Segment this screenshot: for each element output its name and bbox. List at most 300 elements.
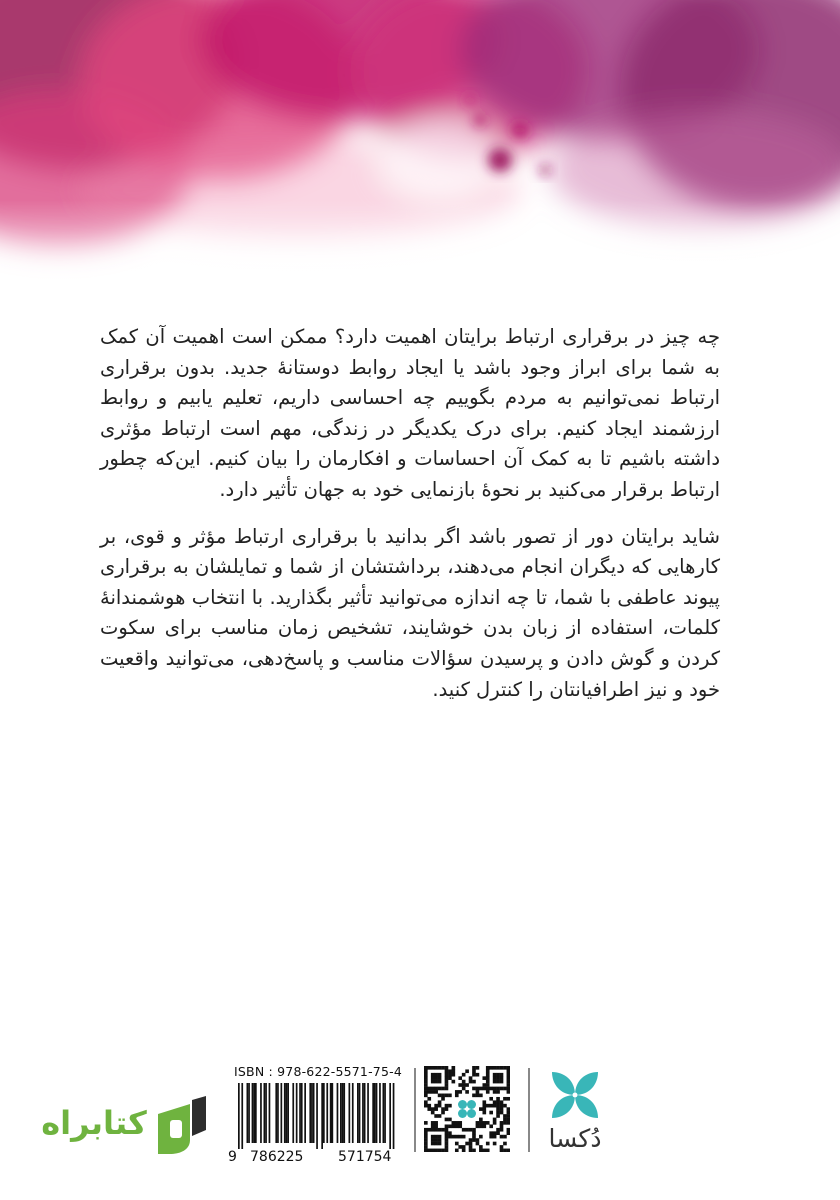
qr-module: [434, 1135, 438, 1139]
barcode-bar: [311, 1083, 313, 1143]
qr-module: [431, 1090, 435, 1094]
qr-module: [503, 1097, 507, 1101]
qr-module: [438, 1114, 442, 1118]
qr-module: [462, 1128, 466, 1132]
qr-module: [424, 1087, 428, 1091]
qr-module: [441, 1094, 445, 1098]
barcode-bar: [349, 1083, 351, 1143]
qr-module: [486, 1104, 490, 1108]
qr-module: [476, 1073, 480, 1077]
qr-module: [445, 1145, 449, 1149]
qr-module: [434, 1138, 438, 1142]
qr-module: [500, 1100, 504, 1104]
barcode-bar: [248, 1083, 250, 1143]
qr-module: [469, 1080, 473, 1084]
barcode-bar: [342, 1083, 344, 1143]
qr-module: [496, 1076, 500, 1080]
qr-module: [489, 1124, 493, 1128]
qr-module: [486, 1069, 490, 1073]
qr-module: [434, 1073, 438, 1077]
qr-module: [489, 1104, 493, 1108]
qr-module: [458, 1124, 462, 1128]
qr-module: [507, 1097, 510, 1101]
qr-module: [507, 1073, 510, 1077]
qr-module: [493, 1090, 497, 1094]
qr-module: [445, 1069, 449, 1073]
qr-module: [458, 1145, 462, 1149]
qr-module: [479, 1124, 483, 1128]
qr-module: [476, 1090, 480, 1094]
qr-module: [438, 1149, 442, 1152]
qr-module: [438, 1128, 442, 1132]
qr-module: [424, 1100, 428, 1104]
qr-module: [424, 1121, 428, 1125]
qr-module: [500, 1066, 504, 1070]
qr-module: [489, 1135, 493, 1139]
qr-module: [500, 1149, 504, 1152]
qr-module: [452, 1121, 456, 1125]
qr-module: [434, 1087, 438, 1091]
qr-module: [465, 1128, 469, 1132]
qr-module: [479, 1087, 483, 1091]
qr-module: [448, 1069, 452, 1073]
qr-module: [445, 1076, 449, 1080]
qr-module: [496, 1066, 500, 1070]
divider-left: [414, 1068, 416, 1152]
qr-module: [424, 1142, 428, 1146]
barcode-bar: [238, 1083, 240, 1149]
barcode-bar: [367, 1083, 369, 1143]
paragraph-2: شاید برایتان دور از تصور باشد اگر بدانید با برقراری ارتباط مؤثر و قوی، بر کارهایی که دیگران انجام می‌دهند، برداشتشان از شما و تمایلشان به برقراری پیوند عاطفی با شما، تا چه اندازه می‌توانید تأثیر بگذارید. با انتخاب هوشمندانهٔ کلمات، استفاده از زبان بدن خوشایند، تشخیص زمان مناسب برای سکوت کردن و گوش دادن و پرسیدن سؤالات مناسب و پاسخ‌دهی، می‌توانید واقعیت خود و نیز اطرافیانتان را کنترل کنید.: [100, 524, 720, 701]
qr-module: [503, 1114, 507, 1118]
qr-module: [431, 1080, 435, 1084]
qr-module: [469, 1076, 473, 1080]
qr-module: [434, 1104, 438, 1108]
barcode-bar: [275, 1083, 277, 1143]
qr-module: [427, 1104, 431, 1108]
qr-module: [424, 1073, 428, 1077]
qr-module: [431, 1138, 435, 1142]
qr-module: [482, 1149, 486, 1152]
barcode-bar: [357, 1083, 359, 1143]
qr-module: [507, 1087, 510, 1091]
qr-module: [486, 1073, 490, 1077]
qr-module: [452, 1135, 456, 1139]
qr-module: [489, 1087, 493, 1091]
qr-module: [438, 1100, 442, 1104]
barcode-bar: [284, 1083, 286, 1143]
qr-module: [500, 1073, 504, 1077]
qr-module: [438, 1066, 442, 1070]
barcode-bar: [384, 1083, 386, 1143]
qr-module: [482, 1087, 486, 1091]
qr-module: [503, 1118, 507, 1122]
qr-module: [445, 1131, 449, 1135]
qr-module: [462, 1145, 466, 1149]
qr-module: [507, 1083, 510, 1087]
qr-module: [455, 1149, 459, 1152]
qr-module: [462, 1083, 466, 1087]
qr-module: [496, 1073, 500, 1077]
qr-module: [489, 1111, 493, 1115]
qr-module: [472, 1094, 476, 1098]
qr-module: [479, 1107, 483, 1111]
qr-module: [424, 1090, 428, 1094]
qr-module: [458, 1090, 462, 1094]
qr-module: [424, 1069, 428, 1073]
qr-module: [482, 1107, 486, 1111]
barcode: [228, 1083, 408, 1149]
qr-module: [438, 1142, 442, 1146]
qr-module: [469, 1149, 473, 1152]
qr-module: [448, 1076, 452, 1080]
qr-center-logo: [456, 1098, 478, 1120]
isbn-block: [228, 1064, 408, 1165]
qr-module: [448, 1135, 452, 1139]
qr-module: [486, 1090, 490, 1094]
barcode-bar: [252, 1083, 254, 1143]
qr-module: [465, 1090, 469, 1094]
qr-module: [479, 1135, 483, 1139]
qr-module: [482, 1104, 486, 1108]
qr-module: [462, 1080, 466, 1084]
qr-module: [503, 1087, 507, 1091]
qr-module: [507, 1121, 510, 1125]
qr-module: [500, 1104, 504, 1108]
barcode-bar: [323, 1083, 325, 1143]
qr-module: [441, 1107, 445, 1111]
qr-module: [427, 1097, 431, 1101]
qr-module: [489, 1131, 493, 1135]
qr-module: [500, 1145, 504, 1149]
qr-module: [472, 1069, 476, 1073]
barcode-bar: [337, 1083, 339, 1143]
qr-module: [434, 1128, 438, 1132]
qr-module: [496, 1080, 500, 1084]
qr-module: [486, 1121, 490, 1125]
barcode-bar: [374, 1083, 376, 1143]
qr-module: [493, 1121, 497, 1125]
qr-module: [434, 1107, 438, 1111]
qr-module: [493, 1100, 497, 1104]
qr-module: [445, 1087, 449, 1091]
qr-module: [438, 1073, 442, 1077]
qr-module: [503, 1149, 507, 1152]
qr-module: [455, 1094, 459, 1098]
qr-module: [482, 1111, 486, 1115]
qr-module: [496, 1131, 500, 1135]
qr-module: [441, 1087, 445, 1091]
qr-module: [469, 1128, 473, 1132]
qr-module: [462, 1087, 466, 1091]
qr-module: [445, 1107, 449, 1111]
qr-module: [476, 1124, 480, 1128]
qr-module: [476, 1087, 480, 1091]
qr-module: [472, 1080, 476, 1084]
qr-module: [493, 1080, 497, 1084]
qr-module: [462, 1073, 466, 1077]
qr-module: [486, 1083, 490, 1087]
qr-module: [496, 1111, 500, 1115]
qr-module: [479, 1118, 483, 1122]
qr-module: [434, 1076, 438, 1080]
qr-module: [424, 1138, 428, 1142]
qr-module: [445, 1124, 449, 1128]
qr-module: [486, 1066, 490, 1070]
barcode-bar: [364, 1083, 366, 1143]
barcode-bar: [281, 1083, 283, 1143]
qr-module: [482, 1121, 486, 1125]
qr-module: [434, 1124, 438, 1128]
qr-module: [424, 1083, 428, 1087]
qr-module: [482, 1100, 486, 1104]
qr-module: [465, 1083, 469, 1087]
barcode-bar: [299, 1083, 301, 1143]
qr-module: [486, 1076, 490, 1080]
qr-module: [496, 1097, 500, 1101]
barcode-bar: [376, 1083, 378, 1143]
qr-module: [431, 1149, 435, 1152]
qr-module: [427, 1066, 431, 1070]
barcode-bar: [352, 1083, 354, 1143]
qr-module: [489, 1097, 493, 1101]
qr-module: [476, 1142, 480, 1146]
qr-module: [465, 1069, 469, 1073]
qr-module: [424, 1066, 428, 1070]
qr-module: [500, 1135, 504, 1139]
qr-module: [441, 1066, 445, 1070]
qr-module: [507, 1131, 510, 1135]
qr-module: [482, 1083, 486, 1087]
qr-module: [458, 1121, 462, 1125]
qr-module: [493, 1104, 497, 1108]
qr-module: [431, 1076, 435, 1080]
qr-module: [438, 1138, 442, 1142]
barcode-bar: [330, 1083, 332, 1143]
qr-module: [445, 1135, 449, 1139]
barcode-bar: [255, 1083, 257, 1143]
qr-module: [448, 1094, 452, 1098]
qr-module: [496, 1104, 500, 1108]
divider-right: [528, 1068, 530, 1152]
barcode-bar: [253, 1083, 255, 1143]
qr-module: [507, 1076, 510, 1080]
qr-module: [427, 1087, 431, 1091]
qr-module: [445, 1104, 449, 1108]
qr-module: [455, 1135, 459, 1139]
qr-module: [441, 1097, 445, 1101]
qr-module: [496, 1100, 500, 1104]
four-petal-flower-icon: [548, 1068, 602, 1122]
qr-module: [441, 1149, 445, 1152]
barcode-bar: [304, 1083, 306, 1143]
qr-module: [434, 1066, 438, 1070]
qr-module: [427, 1128, 431, 1132]
qr-module: [472, 1131, 476, 1135]
qr-module: [445, 1073, 449, 1077]
barcode-bar: [264, 1083, 266, 1143]
qr-module: [486, 1080, 490, 1084]
barcode-bar: [286, 1083, 288, 1143]
qr-module: [455, 1121, 459, 1125]
barcode-bar: [359, 1083, 361, 1143]
qr-module: [424, 1104, 428, 1108]
qr-module: [493, 1087, 497, 1091]
qr-module: [507, 1066, 510, 1070]
qr-module: [431, 1124, 435, 1128]
qr-module: [427, 1090, 431, 1094]
qr-module: [465, 1142, 469, 1146]
qr-module: [427, 1107, 431, 1111]
qr-module: [434, 1080, 438, 1084]
qr-module: [500, 1128, 504, 1132]
qr-module: [479, 1121, 483, 1125]
qr-module: [434, 1121, 438, 1125]
qr-module: [469, 1138, 473, 1142]
qr-module: [455, 1142, 459, 1146]
qr-module: [507, 1128, 510, 1132]
barcode-bar: [343, 1083, 345, 1143]
qr-module: [424, 1145, 428, 1149]
qr-module: [507, 1111, 510, 1115]
qr-module: [431, 1111, 435, 1115]
qr-module: [438, 1087, 442, 1091]
qr-module: [438, 1104, 442, 1108]
qr-module: [431, 1128, 435, 1132]
barcode-bar: [296, 1083, 298, 1143]
qr-module: [462, 1149, 466, 1152]
barcode-bar: [362, 1083, 364, 1143]
barcode-bar: [301, 1083, 303, 1143]
qr-module: [452, 1066, 456, 1070]
qr-module: [438, 1076, 442, 1080]
qr-module: [452, 1069, 456, 1073]
qr-module: [493, 1066, 497, 1070]
barcode-bar: [340, 1083, 342, 1143]
qr-module: [424, 1076, 428, 1080]
barcode-bar: [313, 1083, 315, 1143]
qr-module: [472, 1128, 476, 1132]
qr-module: [486, 1142, 490, 1146]
qr-module: [424, 1080, 428, 1084]
qr-module: [472, 1073, 476, 1077]
qr-module: [472, 1138, 476, 1142]
isbn-label: ISBN : 978-622-5571-75-4: [234, 1064, 402, 1079]
qr-module: [431, 1087, 435, 1091]
qr-module: [431, 1121, 435, 1125]
qr-module: [500, 1080, 504, 1084]
qr-module: [469, 1142, 473, 1146]
qr-module: [482, 1124, 486, 1128]
qr-module: [503, 1121, 507, 1125]
barcode-bar: [389, 1083, 391, 1149]
qr-module: [482, 1076, 486, 1080]
qr-module: [496, 1114, 500, 1118]
qr-module: [496, 1090, 500, 1094]
qr-module: [445, 1080, 449, 1084]
qr-module: [493, 1118, 497, 1122]
barcode-bar: [393, 1083, 395, 1149]
qr-module: [445, 1083, 449, 1087]
qr-module: [424, 1131, 428, 1135]
barcode-bar: [316, 1083, 318, 1149]
qr-module: [507, 1090, 510, 1094]
qr-module: [503, 1135, 507, 1139]
qr-module: [448, 1104, 452, 1108]
qr-module: [438, 1080, 442, 1084]
qr-module: [507, 1118, 510, 1122]
qr-module: [452, 1080, 456, 1084]
qr-module: [479, 1145, 483, 1149]
qr-module: [496, 1107, 500, 1111]
watercolor-splash: [0, 0, 840, 300]
qr-module: [507, 1149, 510, 1152]
qr-module: [493, 1073, 497, 1077]
qr-module: [496, 1128, 500, 1132]
barcode-bar: [277, 1083, 279, 1143]
qr-module: [445, 1118, 449, 1122]
qr-module: [448, 1131, 452, 1135]
qr-module: [434, 1090, 438, 1094]
qr-module: [427, 1149, 431, 1152]
qr-module: [462, 1135, 466, 1139]
qr-module: [431, 1107, 435, 1111]
qr-module: [441, 1111, 445, 1115]
qr-module: [503, 1066, 507, 1070]
qr-module: [448, 1118, 452, 1122]
qr-module: [507, 1069, 510, 1073]
barcode-bar: [265, 1083, 267, 1143]
qr-module: [424, 1149, 428, 1152]
qr-module: [445, 1066, 449, 1070]
qr-module: [486, 1087, 490, 1091]
qr-module: [445, 1149, 449, 1152]
barcode-bar: [241, 1083, 243, 1149]
qr-module: [500, 1076, 504, 1080]
qr-module: [489, 1066, 493, 1070]
qr-module: [493, 1076, 497, 1080]
qr-module: [507, 1080, 510, 1084]
description-text: [100, 322, 720, 721]
qr-module: [445, 1138, 449, 1142]
qr-module: [448, 1073, 452, 1077]
qr-module: [507, 1107, 510, 1111]
qr-module: [493, 1131, 497, 1135]
qr-module: [472, 1087, 476, 1091]
barcode-bar: [372, 1083, 374, 1143]
qr-module: [472, 1066, 476, 1070]
qr-module: [445, 1128, 449, 1132]
qr-module: [500, 1107, 504, 1111]
qr-module: [479, 1094, 483, 1098]
barcode-bar: [292, 1083, 294, 1143]
qr-module: [434, 1114, 438, 1118]
qr-module: [479, 1149, 483, 1152]
qr-module: [469, 1145, 473, 1149]
qr-module: [431, 1135, 435, 1139]
barcode-bar: [383, 1083, 385, 1143]
qr-module: [441, 1128, 445, 1132]
qr-module: [476, 1066, 480, 1070]
qr-module: [434, 1142, 438, 1146]
qr-module: [458, 1076, 462, 1080]
qr-module: [452, 1124, 456, 1128]
qr-module: [500, 1111, 504, 1115]
qr-module: [455, 1124, 459, 1128]
barcode-bar: [287, 1083, 289, 1143]
qr-module: [445, 1142, 449, 1146]
qr-module: [500, 1124, 504, 1128]
